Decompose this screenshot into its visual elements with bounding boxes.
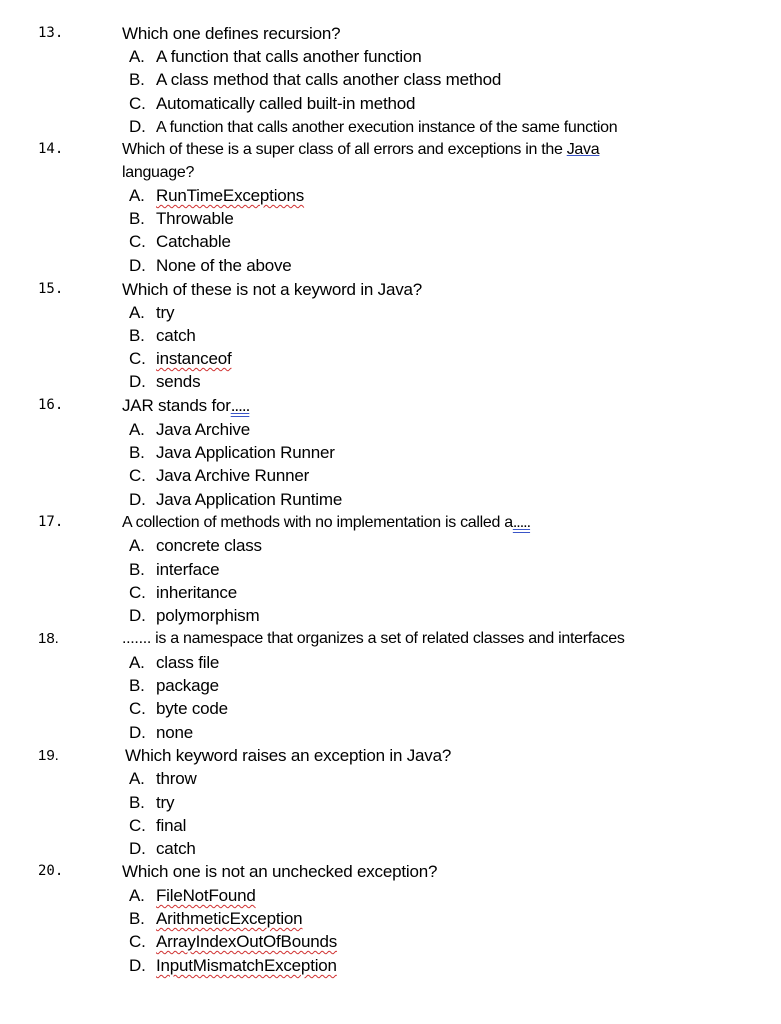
- question-text: Which of these is not a keyword in Java?: [122, 280, 423, 299]
- option-d: D. A function that calls another execution instance of the same function: [129, 117, 618, 136]
- option-b: B. ArithmeticException: [129, 909, 303, 928]
- question-text: Which one defines recursion?: [122, 24, 341, 43]
- option-c: C. byte code: [129, 699, 228, 718]
- option-d: D. catch: [129, 839, 196, 858]
- option-b: B. package: [129, 676, 219, 695]
- question-text: ....... is a namespace that organizes a set of related classes and interfaces: [122, 630, 625, 647]
- option-c: C. instanceof: [129, 349, 232, 368]
- question-text: A collection of methods with no implementation is called a.....: [122, 514, 531, 531]
- option-b: B. A class method that calls another class method: [129, 70, 502, 89]
- question-number: 18.: [38, 630, 59, 647]
- option-c: C. Java Archive Runner: [129, 466, 310, 485]
- option-c: C. ArrayIndexOutOfBounds: [129, 932, 338, 951]
- question-text: Which one is not an unchecked exception?: [122, 862, 438, 881]
- option-b: B. try: [129, 793, 175, 812]
- option-a: A. Java Archive: [129, 420, 250, 439]
- option-a: A. class file: [129, 653, 220, 672]
- option-d: D. Java Application Runtime: [129, 490, 343, 509]
- option-a: A. A function that calls another function: [129, 47, 422, 66]
- question-text: Which keyword raises an exception in Java?: [125, 746, 452, 765]
- option-b: B. Java Application Runner: [129, 443, 335, 462]
- question-number: 13.: [38, 25, 64, 41]
- option-b: B. interface: [129, 560, 220, 579]
- option-b: B. Throwable: [129, 209, 234, 228]
- question-number: 14.: [38, 141, 64, 157]
- option-d: D. InputMismatchException: [129, 956, 337, 975]
- question-number: 15.: [38, 281, 64, 297]
- question-number: 16.: [38, 397, 64, 413]
- option-d: D. sends: [129, 372, 201, 391]
- option-d: D. none: [129, 723, 194, 742]
- option-c: C. Catchable: [129, 232, 231, 251]
- option-c: C. Automatically called built-in method: [129, 94, 416, 113]
- option-a: A. throw: [129, 769, 197, 788]
- option-a: A. try: [129, 303, 175, 322]
- question-text: Which of these is a super class of all errors and exceptions in the Java language?: [122, 141, 600, 181]
- question-number: 20.: [38, 863, 64, 879]
- option-b: B. catch: [129, 326, 196, 345]
- question-number: 19.: [38, 747, 59, 764]
- option-d: D. None of the above: [129, 256, 292, 275]
- option-a: A. RunTimeExceptions: [129, 186, 305, 205]
- option-a: A. concrete class: [129, 536, 262, 555]
- option-a: A. FileNotFound: [129, 886, 256, 905]
- question-number: 17.: [38, 514, 64, 530]
- option-d: D. polymorphism: [129, 606, 260, 625]
- question-text: JAR stands for.....: [122, 396, 250, 415]
- option-c: C. final: [129, 816, 187, 835]
- option-c: C. inheritance: [129, 583, 237, 602]
